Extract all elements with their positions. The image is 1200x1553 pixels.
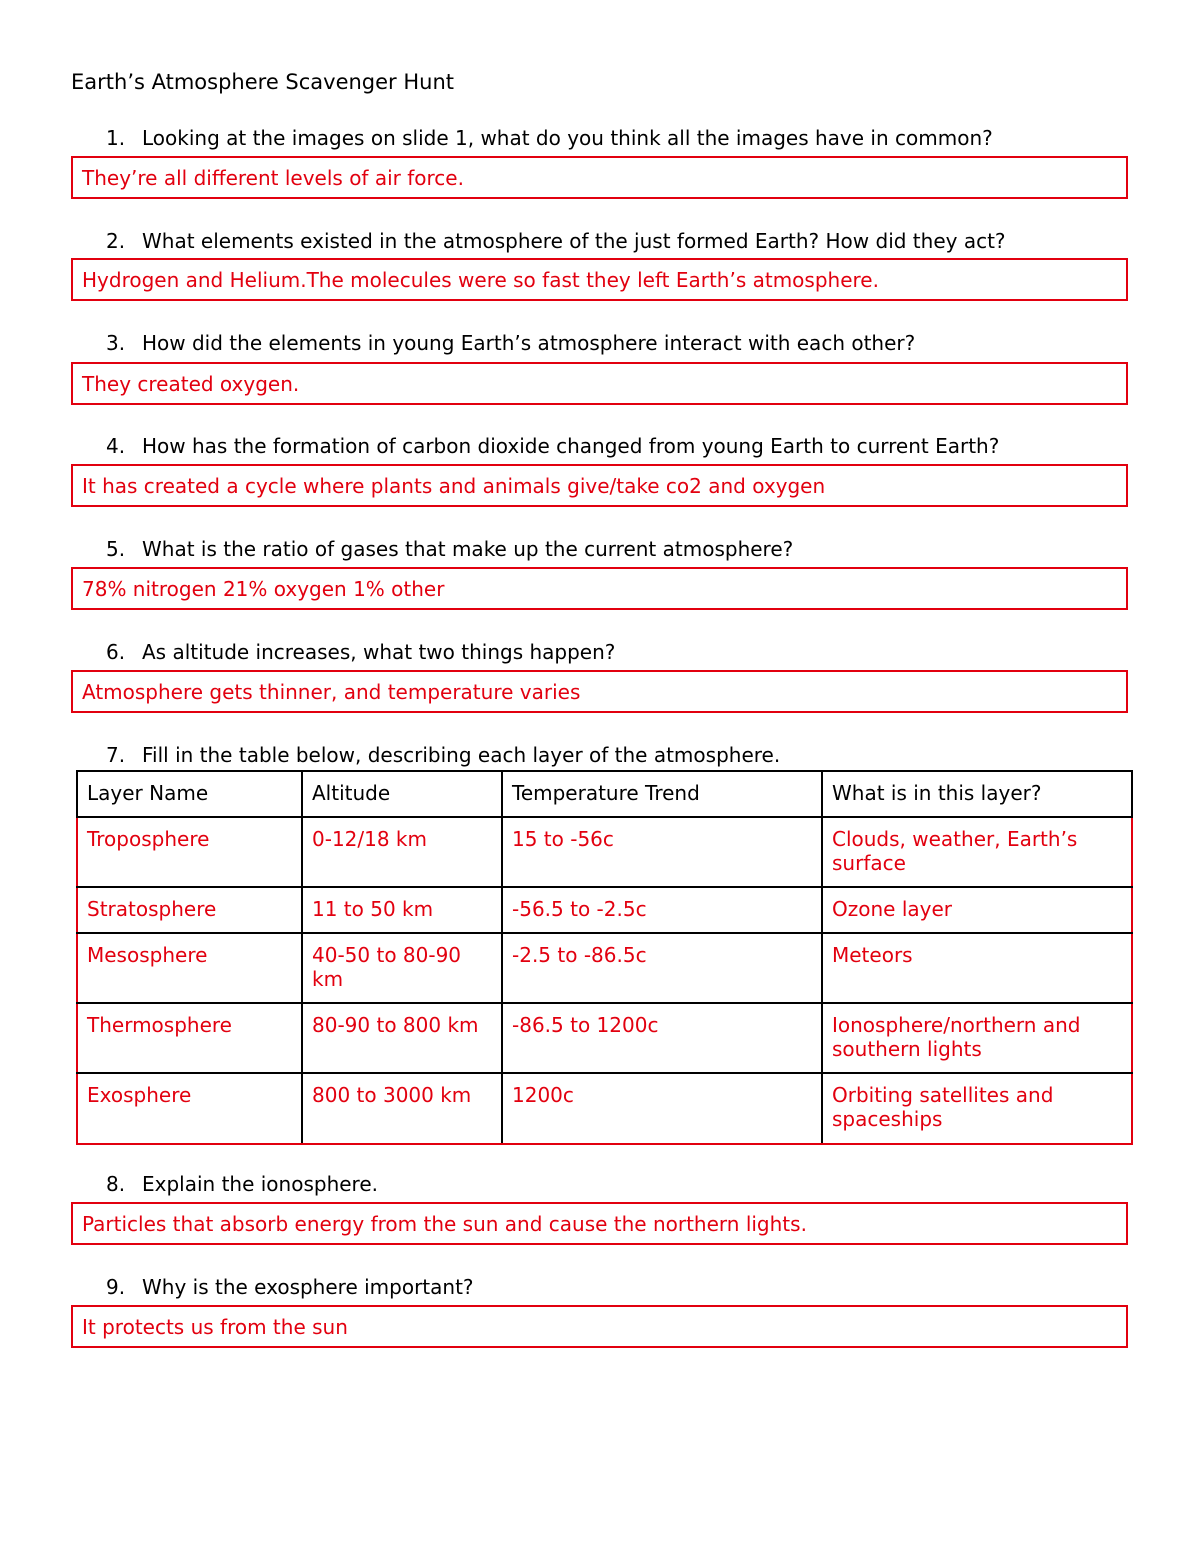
column-header-layer-name: Layer Name <box>77 771 302 817</box>
column-header-layer-contents: What is in this layer? <box>822 771 1132 817</box>
question-number: 9. <box>106 1275 126 1299</box>
table-row <box>77 887 1132 933</box>
question-text: Why is the exosphere important? <box>142 1275 474 1299</box>
table-row <box>77 933 1132 1003</box>
question-text: How did the elements in young Earth’s atmosphere interact with each other? <box>142 331 916 355</box>
question-text: How has the formation of carbon dioxide changed from young Earth to current Earth? <box>142 434 1000 458</box>
column-header-temperature-trend: Temperature Trend <box>502 771 822 817</box>
question-number: 1. <box>106 126 126 150</box>
answer-4-box[interactable]: It has created a cycle where plants and animals give/take co2 and oxygen <box>71 464 1128 507</box>
atmosphere-layers-table <box>76 770 1133 1145</box>
question-6 <box>106 638 615 666</box>
question-5 <box>106 535 793 563</box>
question-number: 8. <box>106 1172 126 1196</box>
question-7 <box>106 741 780 769</box>
question-number: 5. <box>106 537 126 561</box>
answer-2-box[interactable]: Hydrogen and Helium.The molecules were so fast they left Earth’s atmosphere. <box>71 258 1128 301</box>
question-text: What is the ratio of gases that make up the current atmosphere? <box>142 537 794 561</box>
table-cell[interactable]: Meteors <box>822 933 1132 1003</box>
question-number: 3. <box>106 331 126 355</box>
table-cell[interactable]: 40-50 to 80-90 km <box>302 933 502 1003</box>
table-row <box>77 1073 1132 1144</box>
question-number: 7. <box>106 743 126 767</box>
question-text: Fill in the table below, describing each layer of the atmosphere. <box>142 743 781 767</box>
table-header-row <box>77 771 1132 817</box>
table-cell[interactable]: Troposphere <box>77 817 302 887</box>
answer-5-box[interactable]: 78% nitrogen 21% oxygen 1% other <box>71 567 1128 610</box>
table-cell[interactable]: -2.5 to -86.5c <box>502 933 822 1003</box>
table-cell[interactable]: 0-12/18 km <box>302 817 502 887</box>
question-9 <box>106 1273 474 1301</box>
question-3 <box>106 329 915 357</box>
answer-3-box[interactable]: They created oxygen. <box>71 362 1128 405</box>
table-cell[interactable]: Clouds, weather, Earth’s surface <box>822 817 1132 887</box>
question-4 <box>106 432 999 460</box>
question-text: Explain the ionosphere. <box>142 1172 378 1196</box>
table-cell[interactable]: -86.5 to 1200c <box>502 1003 822 1073</box>
table-cell[interactable]: Ionosphere/northern and southern lights <box>822 1003 1132 1073</box>
table-row <box>77 1003 1132 1073</box>
question-8 <box>106 1170 378 1198</box>
answer-8-box[interactable]: Particles that absorb energy from the sun and cause the northern lights. <box>71 1202 1128 1245</box>
document-title: Earth’s Atmosphere Scavenger Hunt <box>71 70 455 94</box>
table-cell[interactable]: Mesosphere <box>77 933 302 1003</box>
table-cell[interactable]: Ozone layer <box>822 887 1132 933</box>
table-cell[interactable]: 11 to 50 km <box>302 887 502 933</box>
table-row <box>77 817 1132 887</box>
question-2 <box>106 227 1006 255</box>
answer-9-box[interactable]: It protects us from the sun <box>71 1305 1128 1348</box>
question-1 <box>106 124 993 152</box>
table-cell[interactable]: Thermosphere <box>77 1003 302 1073</box>
question-number: 6. <box>106 640 126 664</box>
question-number: 4. <box>106 434 126 458</box>
table-cell[interactable]: 80-90 to 800 km <box>302 1003 502 1073</box>
question-text: Looking at the images on slide 1, what do you think all the images have in common? <box>142 126 993 150</box>
table-cell[interactable]: Orbiting satellites and spaceships <box>822 1073 1132 1144</box>
table-cell[interactable]: -56.5 to -2.5c <box>502 887 822 933</box>
column-header-altitude: Altitude <box>302 771 502 817</box>
answer-1-box[interactable]: They’re all different levels of air force. <box>71 156 1128 199</box>
table-cell[interactable]: 1200c <box>502 1073 822 1144</box>
table-cell[interactable]: 15 to -56c <box>502 817 822 887</box>
table-cell[interactable]: Exosphere <box>77 1073 302 1144</box>
table-cell[interactable]: Stratosphere <box>77 887 302 933</box>
question-text: What elements existed in the atmosphere of the just formed Earth? How did they act? <box>142 229 1006 253</box>
table-cell[interactable]: 800 to 3000 km <box>302 1073 502 1144</box>
question-text: As altitude increases, what two things happen? <box>142 640 616 664</box>
question-number: 2. <box>106 229 126 253</box>
answer-6-box[interactable]: Atmosphere gets thinner, and temperature varies <box>71 670 1128 713</box>
